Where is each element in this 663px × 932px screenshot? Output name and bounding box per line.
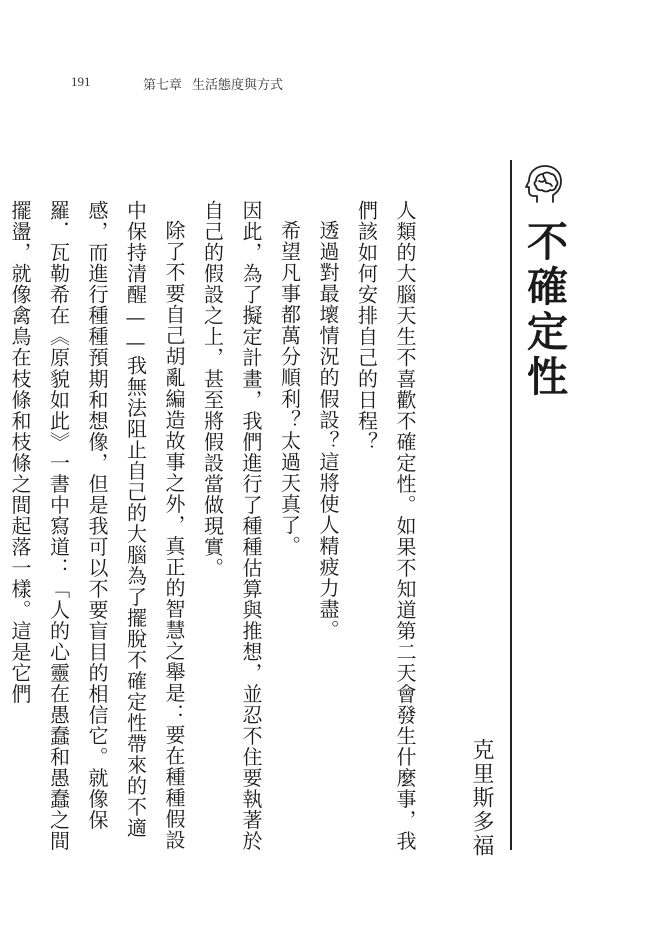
paragraph: 透過對最壞情況的假設？這將使人精疲力盡。 bbox=[316, 220, 340, 641]
brain-head-icon bbox=[522, 162, 566, 206]
body-text bbox=[8, 200, 424, 860]
section-title: 不確定性 bbox=[520, 220, 568, 400]
page-number: 191 bbox=[71, 74, 91, 89]
paragraph: 因此，為了擬定計畫，我們進行了種種估算與推想，並忍不住要執著於自己的假設之上，甚至將假設當做現實。 bbox=[200, 200, 263, 852]
paragraph: 除了不要自己胡亂編造故事之外，真正的智慧之舉是：要在種種假設中保持清醒——我無法阻止自己的大腦為了擺脫不確定性帶來的不適感，而進行種種預期和想像，但是我可以不要盲目的相信它。就像保羅．瓦勒希在《原貌如此》一書中寫道：「人的心靈在愚蠢和愚蠢之間擺盪，就像禽鳥在枝條和枝條之間起落一樣。這是它們 bbox=[8, 200, 186, 852]
title-divider bbox=[510, 160, 512, 850]
paragraph: 希望凡事都萬分順利？太過天真了。 bbox=[277, 220, 302, 557]
author-name: 克里斯多福 bbox=[469, 738, 494, 858]
paragraph: 人類的大腦天生不喜歡不確定性。如果不知道第二天會發生什麼事，我們該如何安排自己的日程？ bbox=[354, 200, 417, 852]
running-header bbox=[71, 74, 283, 93]
chapter-label: 第七章 bbox=[143, 77, 183, 92]
chapter-title: 生活態度與方式 bbox=[192, 77, 284, 92]
